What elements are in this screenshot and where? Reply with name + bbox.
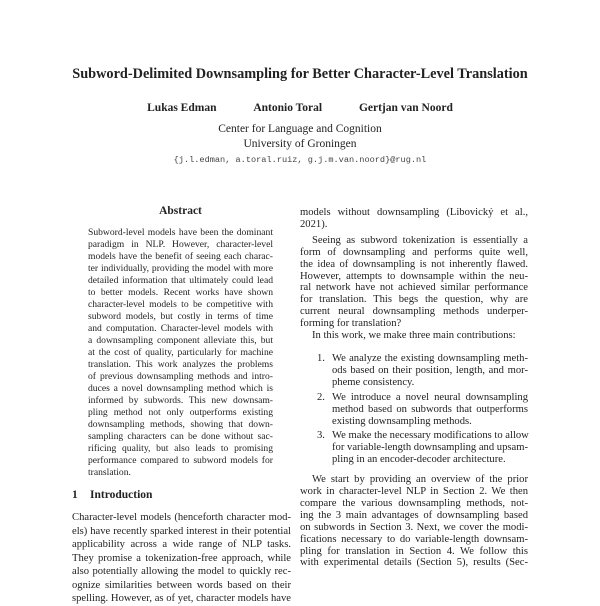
list-number: 1.	[317, 352, 325, 364]
text-line: on subwords in Section 3. Next, we cover the modi-	[300, 521, 528, 533]
text-line: forming for translation?	[300, 318, 402, 330]
text-line: applicability across a wide range of NLP tasks.	[72, 539, 291, 550]
text-line: Subword-level models have been the dominant	[88, 227, 273, 238]
text-line: compare the various downsampling methods, not-	[300, 497, 528, 509]
list-number: 2.	[317, 391, 325, 403]
author-email: {j.l.edman, a.toral.ruiz, g.j.m.van.noord}@rug.nl	[173, 155, 427, 165]
text-line: fications necessary to do variable-length downsam-	[300, 533, 528, 545]
abstract-body	[88, 227, 273, 479]
affiliation: Center for Language and Cognition	[218, 123, 382, 135]
text-line: to better models. Recent works have shown	[88, 287, 273, 298]
text-line: form of downsampling and performs quite well,	[300, 246, 528, 258]
text-line: pling for translation in Section 4. We follow this	[300, 545, 528, 557]
text-line: detailed information that ultimately could lead	[88, 275, 273, 286]
text-line: ods based on their position, length, and mor-	[332, 364, 528, 376]
text-line: for translation. This begs the question, why are	[300, 294, 528, 306]
list-number: 3.	[317, 430, 325, 442]
text-line: and computation. Character-level models with	[88, 323, 273, 334]
text-line: performance compared to subword models for	[88, 455, 273, 466]
text-line: els) have recently sparked interest in their potential	[72, 525, 291, 537]
text-line: models have the benefit of seeing each charac-	[88, 251, 273, 262]
text-line: We introduce a novel neural downsampling	[332, 391, 528, 403]
section-heading	[72, 489, 152, 501]
text-line: informed by subwords. This new downsam-	[88, 395, 273, 406]
text-line: character-level models to be competitive with	[88, 299, 273, 310]
text-line: of previous downsampling methods and intro-	[88, 371, 273, 382]
text-line: pheme consistency.	[332, 376, 415, 388]
text-line: paradigm in NLP. However, character-level	[88, 239, 273, 250]
text-line: We analyze the existing downsampling meth-	[332, 352, 528, 364]
text-line: the idea of downsampling is not inherently flawed.	[300, 258, 528, 270]
paragraph	[300, 474, 528, 569]
text-line: We make the necessary modifications to allow	[332, 430, 529, 442]
text-line: Character-level models (henceforth character mod-	[72, 512, 291, 523]
author: Lukas Edman	[147, 102, 217, 114]
text-line: ter individually, providing the model with more	[88, 263, 273, 274]
text-line: However, attempts to downsample within the neu-	[300, 270, 528, 282]
author: Antonio Toral	[253, 102, 323, 114]
abstract-heading: Abstract	[159, 205, 202, 217]
intro-body	[72, 511, 291, 606]
text-line: current neural downsampling methods underper-	[300, 306, 528, 318]
text-line: a downsampling component alleviate this, but	[88, 335, 273, 346]
list-item	[300, 392, 528, 428]
text-line: In this work, we make three main contributions:	[312, 330, 516, 342]
text-line: pling in an encoder-decoder architecture.	[332, 454, 506, 466]
text-line: with experimental details (Section 5), results (Sec-	[300, 557, 528, 569]
text-line: method based on subwords that outperforms	[332, 403, 528, 415]
text-line: pling method not only outperforms existing	[88, 407, 273, 418]
text-line: subword models, but costly in terms of time	[88, 311, 273, 322]
list-item	[300, 430, 528, 466]
affiliation: University of Groningen	[243, 138, 357, 150]
text-line: ognize similarities between words based on their	[72, 579, 291, 591]
text-line: ral network have not achieved similar performance	[300, 282, 528, 294]
text-line: downsampling methods, showing that down-	[88, 419, 273, 430]
text-line: 2021).	[300, 218, 328, 230]
text-line: at the cost of quality, particularly for machine	[88, 347, 273, 358]
section-title: Introduction	[90, 489, 153, 501]
paragraph	[300, 330, 528, 342]
paper-title: Subword-Delimited Downsampling for Better Character-Level Translation	[72, 66, 528, 82]
text-line: We start by providing an overview of the prior	[312, 474, 528, 486]
author-list	[0, 102, 600, 114]
text-line: also potentially allowing the model to quickly rec-	[72, 566, 291, 577]
text-line: models without downsampling (Libovický et al.,	[300, 207, 528, 218]
author: Gertjan van Noord	[358, 102, 453, 114]
text-line: sampling characters can be done without sac-	[88, 431, 273, 442]
paragraph	[300, 207, 528, 231]
text-line: duces a novel downsampling method which is	[88, 383, 273, 394]
paragraph	[300, 235, 528, 330]
list-item	[300, 353, 528, 389]
text-line: They promise a tokenization-free approach, while	[72, 552, 291, 564]
text-line: ing the 3 main advantages of downsampling based	[300, 509, 528, 521]
section-number: 1	[72, 489, 78, 501]
text-line: spelling. However, as of yet, character models have	[72, 593, 291, 604]
text-line: Seeing as subword tokenization is essentially a	[312, 234, 528, 246]
text-line: translation. This work analyzes the problems	[88, 359, 273, 370]
right-column	[300, 207, 528, 569]
text-line: rificing quality, but also leads to promising	[88, 443, 273, 454]
text-line: translation.	[88, 467, 131, 478]
text-line: existing downsampling methods.	[332, 415, 472, 427]
text-line: for variable-length downsampling and upsam-	[332, 442, 528, 454]
text-line: work in character-level NLP in Section 2. We then	[300, 486, 528, 498]
